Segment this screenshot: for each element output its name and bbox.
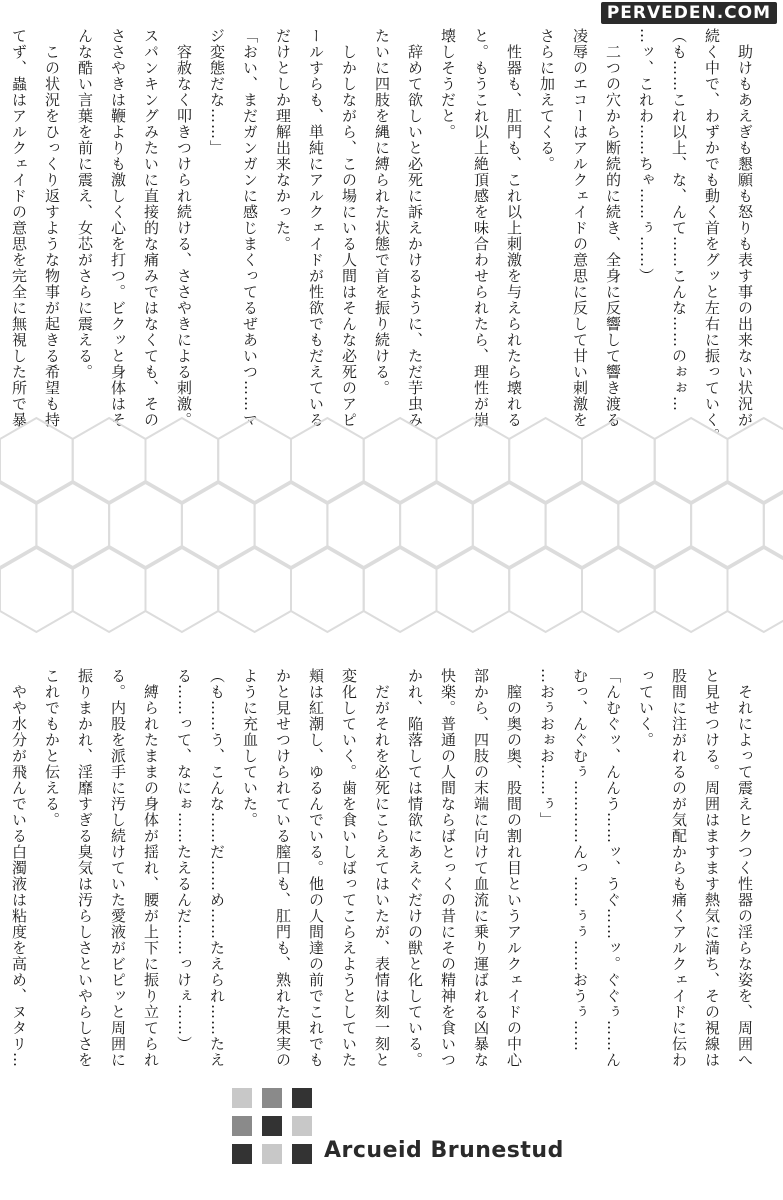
top-text-block: [10, 28, 761, 444]
text-line: 「おい、まだガンガンに感じまくってるぜあいつ……マ: [241, 28, 259, 428]
decor-square: [232, 1144, 252, 1164]
text-line: 性器も、肛門も、これ以上刺激を与えられたら壊れる: [505, 28, 523, 428]
decor-square: [292, 1116, 312, 1136]
text-line: 続く中で、わずかでも動く首をグッと左右に振っていく。: [703, 28, 721, 444]
text-line: 縛られたままの身体が揺れ、腰が上下に振り立てられ: [142, 668, 160, 1068]
text-line: …ッ、これわ……ちゃ……ぅ……）: [637, 28, 655, 284]
text-line: 変化していく。歯を食いしばってこらえようとしていた: [340, 668, 358, 1068]
text-line: 助けもあえぎも懇願も怒りも表す事の出来ない状況が: [736, 28, 754, 428]
text-line: むっ、んぐむぅ…………んっ……ぅぅ……おうぅ……: [571, 668, 589, 1052]
text-line: （も……う、こんな……だ……め……たえられ……たえ: [208, 668, 226, 1068]
bottom-text-block: [10, 668, 761, 1088]
character-name: Arcueid Brunestud: [324, 1138, 564, 1163]
text-line: たいに四肢を縄に縛られた状態で首を振り続ける。: [373, 28, 391, 396]
text-line: しかしながら、この場にいる人間はそんな必死のアピ: [340, 28, 358, 428]
text-line: 容赦なく叩きつけられ続ける、ささやきによる刺激。: [175, 28, 193, 428]
text-line: んな酷い言葉を前に震え、女芯がさらに震える。: [76, 28, 94, 380]
decor-square: [292, 1088, 312, 1108]
text-line: ジ変態だな……」: [208, 28, 226, 156]
text-line: スパンキングみたいに直接的な痛みではなくても、その: [142, 28, 160, 428]
text-line: だがそれを必死にこらえてはいたが、表情は刻一刻と: [373, 668, 391, 1068]
text-line: 振りまかれ、淫靡すぎる臭気は汚らしさといやらしさを: [76, 668, 94, 1068]
text-line: 頬は紅潮し、ゆるんでいる。他の人間達の前でこれでも: [307, 668, 325, 1068]
text-line: この状況をひっくり返すような物事が起きる希望も持: [43, 28, 61, 428]
text-line: これでもかと伝える。: [43, 668, 61, 828]
decor-square: [232, 1088, 252, 1108]
text-line: ささやきは鞭よりも激しく心を打つ。ビクッと身体はそ: [109, 28, 127, 428]
text-line: と。もうこれ以上絶頂感を味合わせられたら、理性が崩: [472, 28, 490, 428]
text-line: だけとしか理解出来なかった。: [274, 28, 292, 252]
text-line: 膣の奥の奥、股間の割れ目というアルクェイドの中心: [505, 668, 523, 1068]
hexagon-shape: [728, 418, 783, 502]
hexagon-shape: [0, 483, 36, 567]
text-line: それによって震えヒクつく性器の淫らな姿を、周囲へ: [736, 668, 754, 1068]
decor-square: [262, 1144, 282, 1164]
hexagon-shape: [728, 548, 783, 632]
text-line: 壊しそうだと。: [439, 28, 457, 140]
honeycomb-decoration: [0, 430, 783, 650]
text-line: っていく。: [637, 668, 655, 748]
text-line: 凌辱のエコーはアルクェイドの意思に反して甘い刺激を: [571, 28, 589, 428]
text-line: [0, 28, 2, 418]
text-line: やや水分が飛んでいる白濁液は粘度を高め、ヌタリ…: [10, 668, 28, 1068]
footer-nameplate: [232, 1088, 592, 1168]
decor-square: [232, 1116, 252, 1136]
text-line: さらに加えてくる。: [538, 28, 556, 172]
decor-square: [262, 1088, 282, 1108]
watermark: PERVEDEN.COM: [601, 2, 777, 24]
text-line: ように充血していた。: [241, 668, 259, 828]
text-line: 快楽。普通の人間ならばとっくの昔にその精神を食いつ: [439, 668, 457, 1068]
text-line: かれ、陥落しては情欲にあえぐだけの獣と化している。: [406, 668, 424, 1068]
text-line: 股間に注がれるのが気配からも痛くアルクェイドに伝わ: [670, 668, 688, 1068]
text-line: 「んむぐッ、んんう……ッ、うぐ……ッ。ぐぐぅ……ん: [604, 668, 622, 1068]
decor-square: [292, 1144, 312, 1164]
text-line: る。内股を派手に汚し続けていた愛液がビピッと周囲に: [109, 668, 127, 1068]
text-line: ールすらも、単純にアルクェイドが性欲でもだえている: [307, 28, 325, 428]
decor-square: [262, 1116, 282, 1136]
text-line: る……って、なにぉ……たえるんだ……っけぇ……）: [175, 668, 193, 1052]
text-line: …おぅおぉお……ぅ」: [538, 668, 556, 828]
text-line: 辞めて欲しいと必死に訴えかけるように、ただ芋虫み: [406, 28, 424, 428]
text-line: 部から、四肢の末端に向けて血流に乗り運ばれる凶暴な: [472, 668, 490, 1068]
text-line: 二つの穴から断続的に続き、全身に反響して響き渡る: [604, 28, 622, 428]
text-line: かと見せつけられている膣口も、肛門も、熟れた果実の: [274, 668, 292, 1068]
text-line: （も……これ以上、な、んて……こんな……のぉぉ…: [670, 28, 688, 412]
text-line: と見せつける。周囲はますます熱気に満ち、その視線は: [703, 668, 721, 1068]
text-line: てず、蟲はアルクェイドの意思を完全に無視した所で暴: [10, 28, 28, 428]
